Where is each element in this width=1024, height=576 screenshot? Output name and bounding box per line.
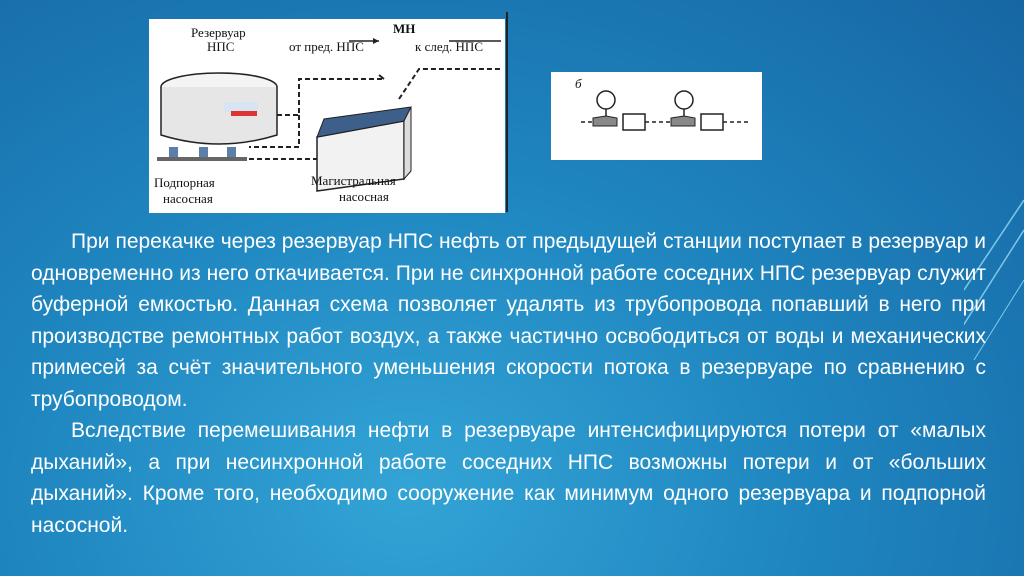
serial-scheme-diagram: [551, 72, 762, 160]
booster-label-line2: насосная: [163, 191, 213, 206]
paragraph-2: Вследствие перемешивания нефти в резервуаре интенсифицируются потери от «малых дыханий», а при несинхронной работе соседних НПС возможны потери и от «больших дыханий». Кроме того, необходимо сооружение как минимум одного резервуара и подпорной насосной.: [31, 419, 986, 537]
body-text: [31, 226, 986, 541]
to-next-label: к след. НПС: [415, 39, 483, 54]
main-pump-label-line2: насосная: [339, 189, 389, 204]
reservoir-label-line1: Резервуар: [191, 25, 246, 40]
booster-label-line1: Подпорная: [154, 175, 215, 190]
figure-divider: [506, 12, 508, 212]
pump-station-diagram: [149, 19, 505, 213]
mn-label: МН: [393, 21, 416, 36]
from-prev-label: от пред. НПС: [289, 39, 364, 54]
reservoir-label-line2: НПС: [207, 39, 235, 54]
figure-b-label: б: [575, 76, 582, 91]
main-pump-label-line1: Магистральная: [311, 173, 396, 188]
paragraph-1: При перекачке через резервуар НПС нефть от предыдущей станции поступает в резервуар и одновременно из него откачивается. При не синхронной работе соседних НПС резервуар служит буферной емкостью. Данная схема позволяет удалять из трубопровода попавший в него при производстве ремонтных работ воздух, а также частично освободиться от воды и механических примесей за счёт значительного уменьшения скорости потока в резервуаре по сравнению с трубопроводом.: [31, 230, 986, 411]
